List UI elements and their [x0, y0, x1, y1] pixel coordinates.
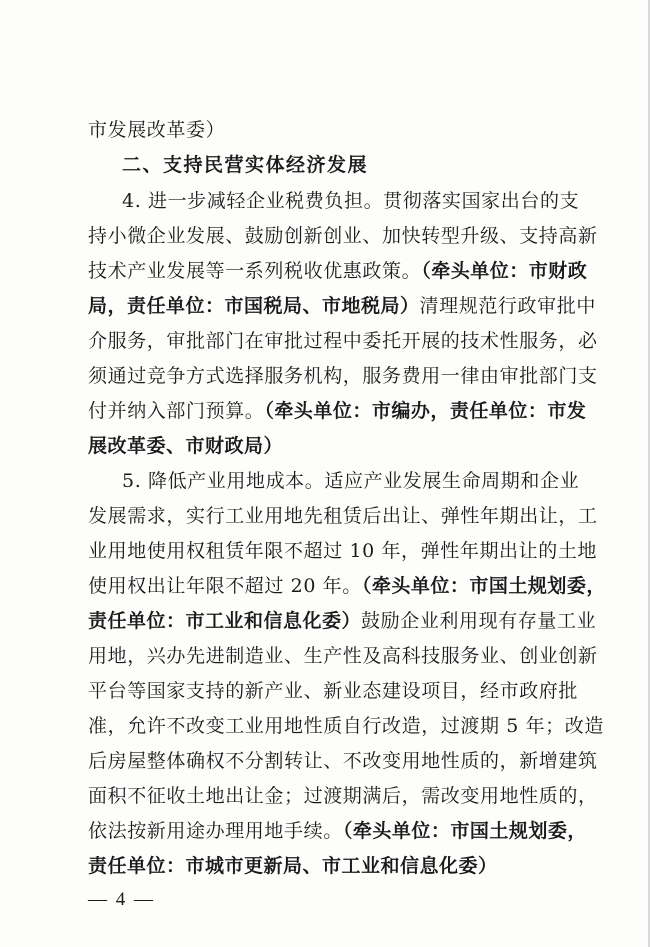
- body-text: 市发展改革委）: [88, 119, 226, 141]
- body-line: [88, 819, 587, 843]
- body-text: 4. 进一步减轻企业税费负担。贯彻落实国家出台的支: [122, 190, 580, 212]
- body-line: [88, 118, 225, 142]
- body-line: [88, 504, 598, 528]
- body-text: 5. 降低产业用地成本。适应产业发展生命周期和企业: [122, 470, 580, 492]
- responsible-unit-text: 局，责任单位：市国税局、市地税局）: [88, 295, 420, 317]
- responsible-unit-text: （牵头单位：市国土规划委，: [361, 575, 606, 597]
- section-heading-text: 二、支持民营实体经济发展: [122, 154, 369, 176]
- body-line: [122, 469, 579, 493]
- section-heading: [122, 153, 368, 177]
- body-text: 依法按新用途办理用地手续。: [88, 820, 343, 842]
- body-text: 付并纳入部门预算。: [88, 400, 265, 422]
- body-line: [88, 539, 597, 563]
- body-text: 使用权出让年限不超过 20 年。: [88, 575, 362, 597]
- body-text: 面积不征收土地出让金；过渡期满后，需改变用地性质的，: [88, 785, 598, 807]
- body-text: 鼓励企业利用现有存量工业: [361, 610, 597, 632]
- body-line: [88, 854, 498, 878]
- body-line: [88, 574, 606, 598]
- body-text: 须通过竞争方式选择服务机构，服务费用一律由审批部门支: [88, 365, 598, 387]
- body-line: [88, 679, 578, 703]
- body-text: 用地，兴办先进制造业、生产性及高科技服务业、创业创新: [88, 645, 598, 667]
- page-number: — 4 —: [88, 889, 155, 910]
- body-line: [122, 189, 579, 213]
- body-text: 技术产业发展等一系列税收优惠政策。: [88, 260, 422, 282]
- responsible-unit-text: 责任单位：市城市更新局、市工业和信息化委）: [88, 855, 498, 877]
- body-text: 发展需求，实行工业用地先租赁后出让、弹性年期出让，工: [88, 505, 598, 527]
- body-line: [88, 784, 598, 808]
- responsible-unit-text: 展改革委、市财政局）: [88, 435, 284, 457]
- body-line: [88, 609, 596, 633]
- body-line: [88, 224, 598, 248]
- body-text: 持小微企业发展、鼓励创新创业、加快转型升级、支持高新: [88, 225, 598, 247]
- body-line: [88, 329, 598, 353]
- body-line: [88, 714, 604, 738]
- body-text: 后房屋整体确权不分割转让、不改变用地性质的，新增建筑: [88, 750, 598, 772]
- body-line: [88, 259, 587, 283]
- responsible-unit-text: 责任单位：市工业和信息化委）: [88, 610, 362, 632]
- body-text: 准，允许不改变工业用地性质自行改造，过渡期 5 年；改造: [88, 715, 604, 737]
- body-line: [88, 294, 596, 318]
- responsible-unit-text: （牵头单位：市国土规划委，: [342, 820, 587, 842]
- body-text: 业用地使用权租赁年限不超过 10 年，弹性年期出让的土地: [88, 540, 598, 562]
- body-line: [88, 399, 586, 423]
- body-text: 介服务，审批部门在审批过程中委托开展的技术性服务，必: [88, 330, 598, 352]
- body-line: [88, 749, 598, 773]
- responsible-unit-text: （牵头单位：市编办，责任单位：市发: [264, 400, 587, 422]
- body-text: 清理规范行政审批中: [419, 295, 596, 317]
- body-line: [88, 364, 598, 388]
- responsible-unit-text: （牵头单位：市财政: [421, 260, 588, 282]
- body-line: [88, 434, 283, 458]
- body-line: [88, 644, 598, 668]
- body-text: 平台等国家支持的新产业、新业态建设项目，经市政府批: [88, 680, 579, 702]
